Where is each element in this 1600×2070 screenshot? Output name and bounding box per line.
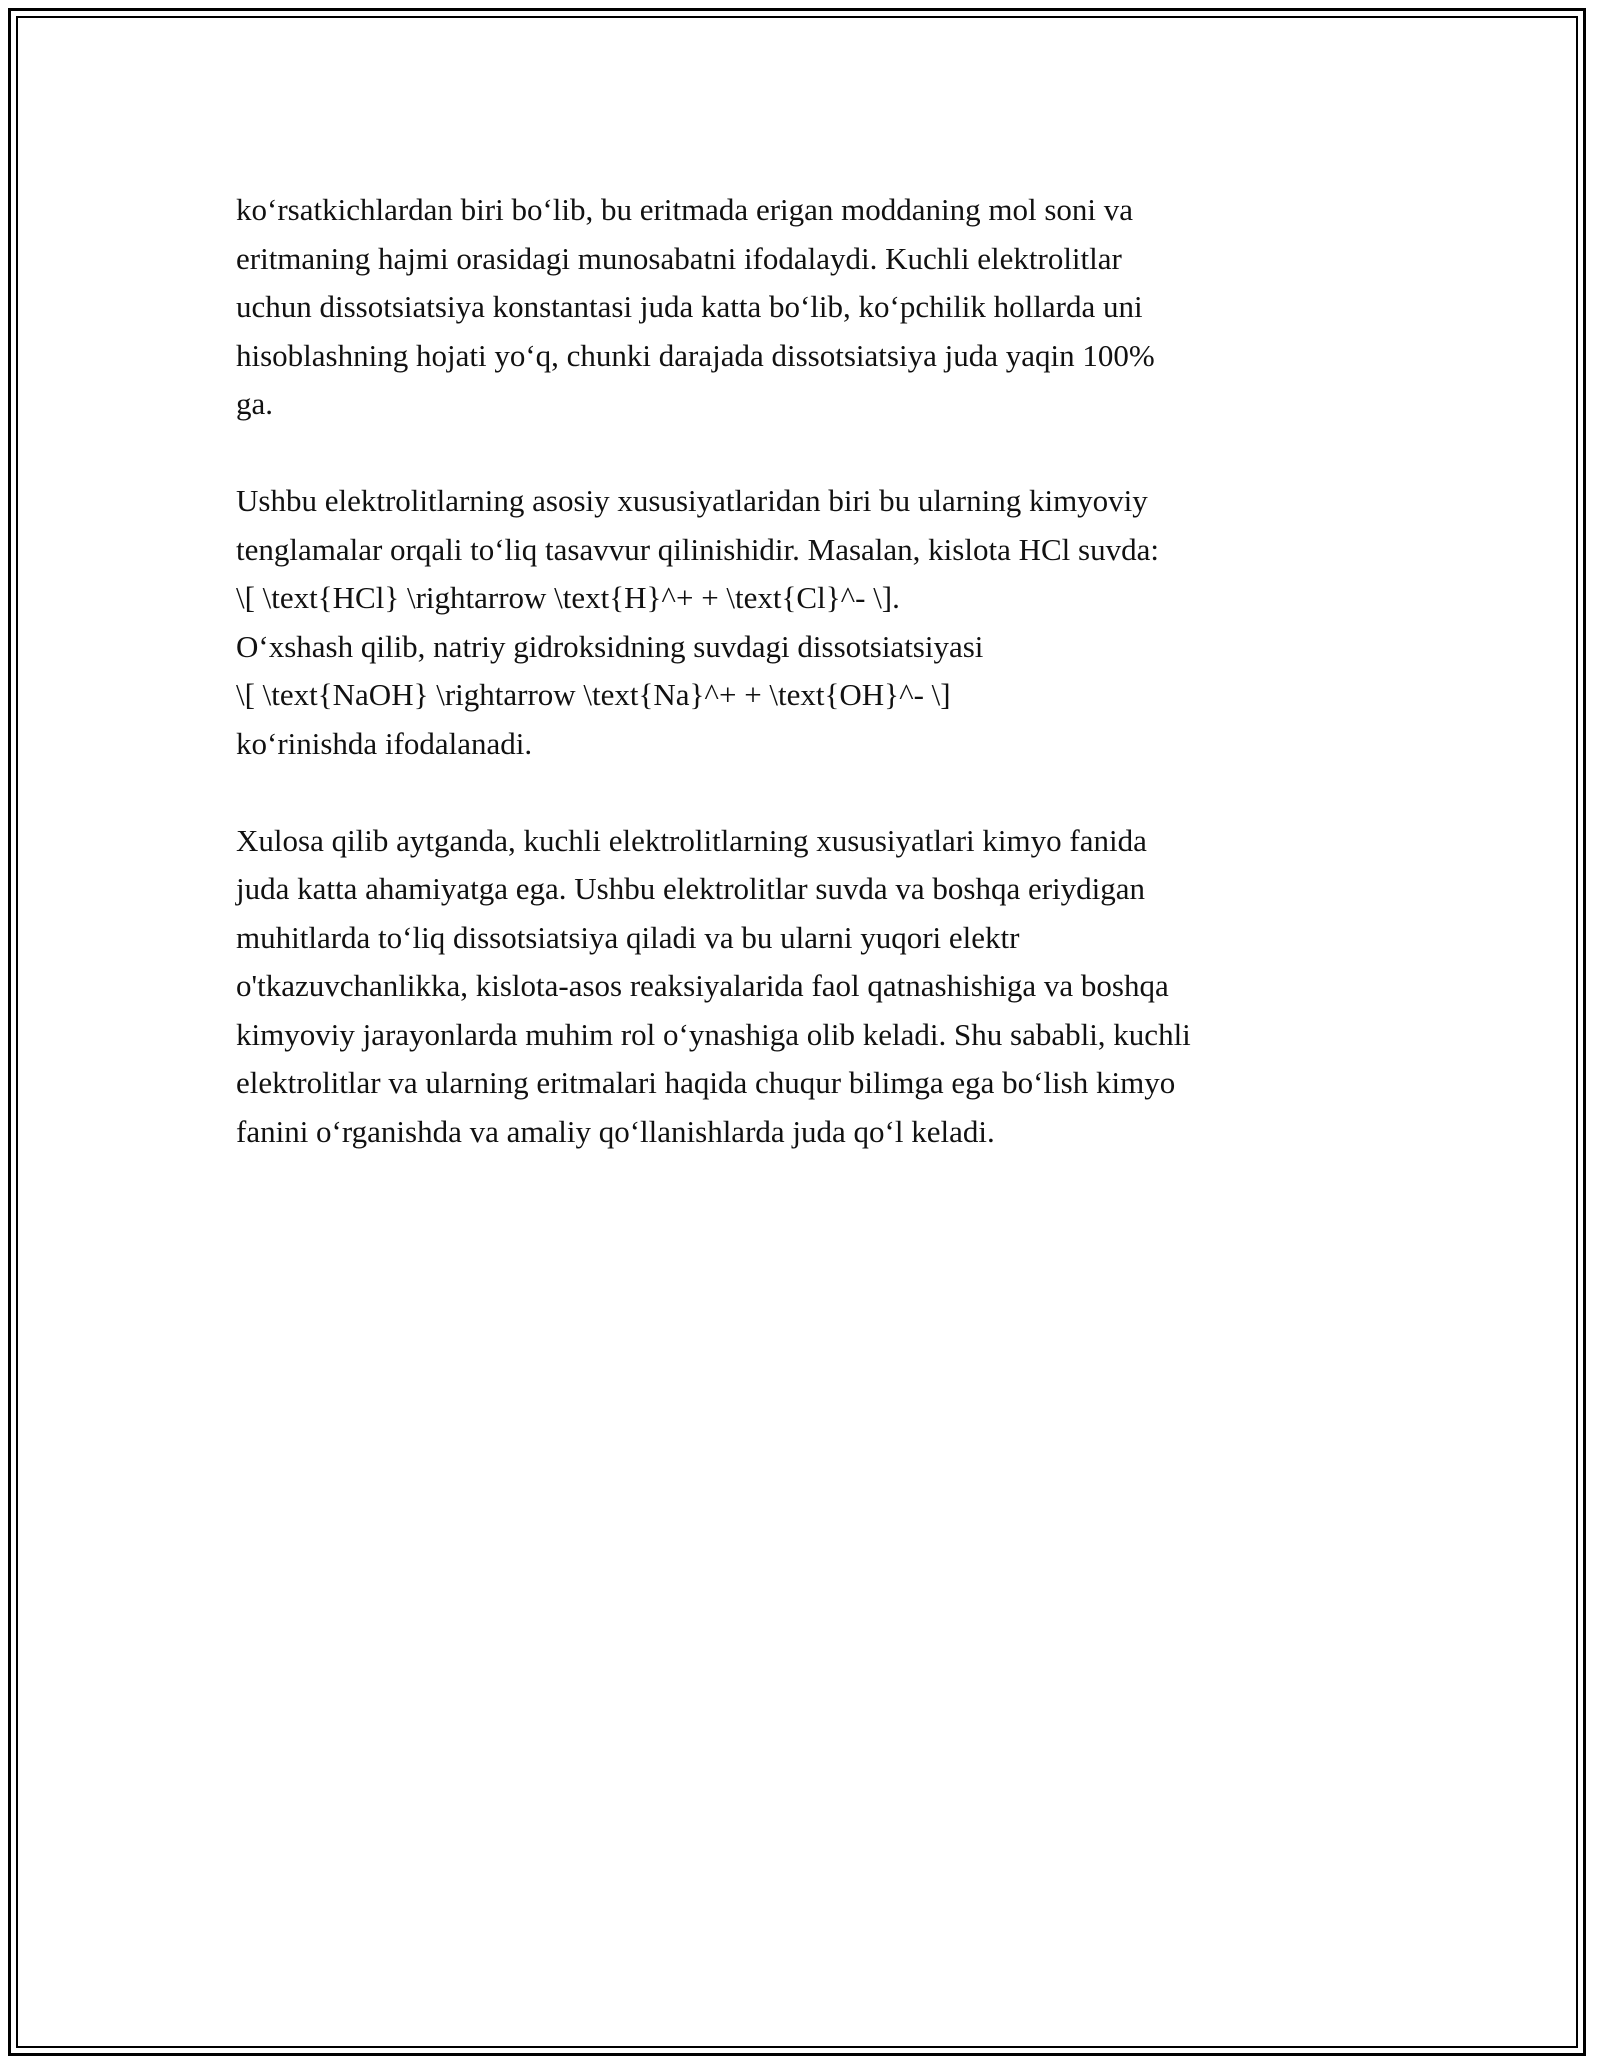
text-line: ko‘rsatkichlardan biri bo‘lib, bu eritmada erigan moddaning mol soni va xyxy=(236,192,1134,227)
document-body xyxy=(236,186,1376,1205)
text-line: hisoblashning hojati yo‘q, chunki darajada dissotsiatsiya juda yaqin 100% xyxy=(236,337,1155,373)
paragraph-chemical-equations xyxy=(236,477,1376,768)
paragraph-conclusion xyxy=(236,817,1376,1157)
text-line: tenglamalar orqali to‘liq tasavvur qilinishidir. Masalan, kislota HCl suvda: xyxy=(236,531,1159,567)
text-line: uchun dissotsiatsiya konstantasi juda katta bo‘lib, ko‘pchilik hollarda uni xyxy=(236,289,1143,324)
paragraph-dissociation-constant xyxy=(236,186,1376,429)
equation-naoh: \[ \text{NaOH} \rightarrow \text{Na}^+ + \text{OH}^- \] xyxy=(236,677,951,712)
text-line: kimyoviy jarayonlarda muhim rol o‘ynashiga olib keladi. Shu sababli, kuchli xyxy=(236,1016,1191,1052)
text-line: Ushbu elektrolitlarning asosiy xususiyatlaridan biri bu ularning kimyoviy xyxy=(236,483,1148,518)
text-line: ga. xyxy=(236,386,274,421)
text-line: ko‘rinishda ifodalanadi. xyxy=(236,725,533,761)
text-line: O‘xshash qilib, natriy gidroksidning suvdagi dissotsiatsiyasi xyxy=(236,628,984,664)
text-line: Xulosa qilib aytganda, kuchli elektrolitlarning xususiyatlari kimyo fanida xyxy=(236,822,1147,858)
text-line: eritmaning hajmi orasidagi munosabatni ifodalaydi. Kuchli elektrolitlar xyxy=(236,240,1122,276)
text-line: elektrolitlar va ularning eritmalari haqida chuqur bilimga ega bo‘lish kimyo xyxy=(236,1065,1176,1100)
text-line: o'tkazuvchanlikka, kislota-asos reaksiyalarida faol qatnashishiga va boshqa xyxy=(236,968,1169,1003)
text-line: juda katta ahamiyatga ega. Ushbu elektrolitlar suvda va boshqa eriydigan xyxy=(236,871,1146,906)
text-line: muhitlarda to‘liq dissotsiatsiya qiladi va bu ularni yuqori elektr xyxy=(236,919,1020,955)
equation-hcl: \[ \text{HCl} \rightarrow \text{H}^+ + \text{Cl}^- \]. xyxy=(236,580,900,615)
text-line: fanini o‘rganishda va amaliy qo‘llanishlarda juda qo‘l keladi. xyxy=(236,1113,995,1149)
